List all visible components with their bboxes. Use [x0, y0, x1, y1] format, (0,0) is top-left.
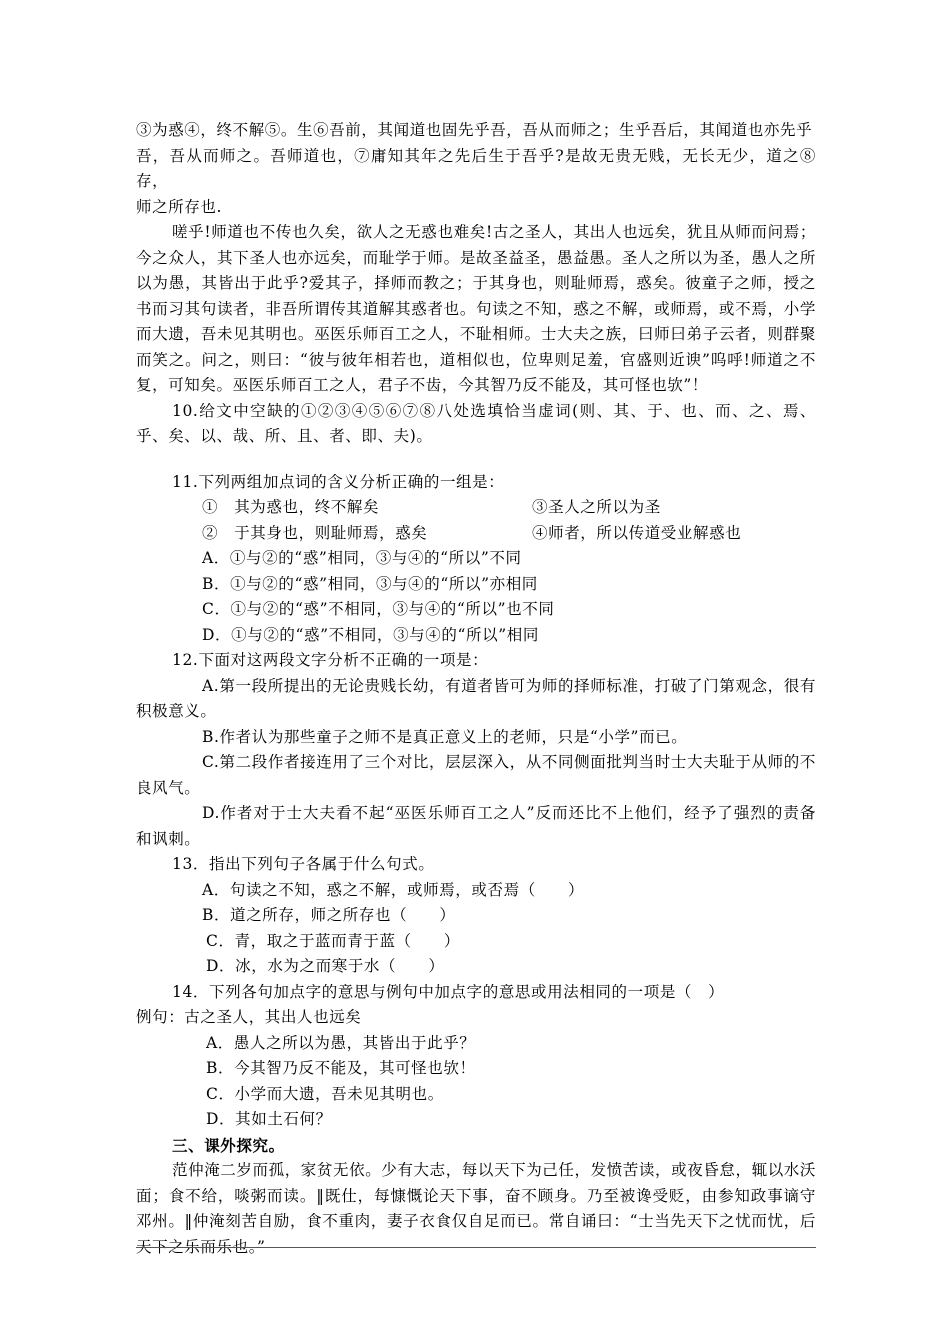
q11-pair-right: ③圣人之所以为圣 — [532, 498, 661, 516]
passage1-line3: 师之所存也. — [136, 197, 223, 216]
q12-option-d: D.作者对于士大夫看不起“巫医乐师百工之人”反而还比不上他们，经予了强烈的责备和讽刺。 — [136, 804, 816, 848]
q12-option-c: C.第二段作者接连用了三个对比，层层深入，从不同侧面批判当时士大夫耻于从师的不良风气。 — [136, 753, 816, 797]
question-13-title: 13．指出下列句子各属于什么句式。 — [172, 855, 435, 873]
passage1-line1: ③为惑④，终不解⑤。生⑥吾前，其闻道也固先乎吾，吾从而师之；生乎吾后，其闻道也亦先乎 — [136, 121, 813, 139]
q13-option-d: D．冰，水为之而寒于水（ ） — [206, 957, 445, 975]
passage1-line2: 吾，吾从而师之。吾师道也，⑦庸知其年之先后生于吾乎?是故无贵无贱，无长无少，道之⑧存， — [136, 146, 816, 190]
section-3-text: 范仲淹二岁而孤，家贫无依。少有大志，每以天下为己任，发愤苦读，或夜昏怠，辄以水沃面；食不给，啖粥而读。‖既仕，每慷慨论天下事，奋不顾身。乃至被谗受贬，由参知政事谪守邓州。‖仲淹刻苦自励，食不重肉，妻子衣食仅自足而已。常自诵曰：“士当先天下之忧而忧，后天下之乐而乐也。” — [136, 1161, 817, 1256]
q11-pair-right: ④师者，所以传道受业解惑也 — [532, 523, 742, 542]
q13-option-b: B．道之所存，师之所存也（ ） — [202, 906, 456, 924]
q12-option-b: B.作者认为那些童子之师不是真正意义上的老师，只是“小学”而已。 — [202, 727, 688, 746]
q11-option-b: B．①与②的“惑”相同，③与④的“所以”亦相同 — [202, 574, 538, 593]
q14-option-c: C．小学而大遗，吾未见其明也。 — [206, 1084, 444, 1103]
section-3-title: 三、课外探究。 — [172, 1135, 285, 1155]
q14-option-d: D．其如土石何？ — [206, 1110, 332, 1128]
q11-pair-row — [136, 521, 816, 547]
q12-option-a: A.第一段所提出的无论贵贱长幼，有道者皆可为师的择师标准，打破了门第观念，很有积极意义。 — [136, 676, 816, 720]
q11-option-c: C．①与②的“惑”不相同，③与④的“所以”也不同 — [202, 600, 555, 618]
q13-option-c: C．青，取之于蓝而青于蓝（ ） — [206, 931, 460, 950]
q11-pair-row — [136, 495, 816, 521]
question-11-title: 11.下列两组加点词的含义分析正确的一组是： — [172, 472, 505, 491]
q14-option-b: B．今其智乃反不能及，其可怪也欤！ — [206, 1059, 476, 1077]
footer-divider — [136, 1247, 816, 1248]
q11-option-d: D．①与②的“惑”不相同，③与④的“所以”相同 — [202, 625, 539, 644]
q13-option-a: A．句读之不知，惑之不解，或师焉，或否焉（ ） — [202, 880, 585, 899]
q14-example: 例句：古之圣人，其出人也远矣 — [136, 1008, 362, 1026]
question-10: 10.给文中空缺的①②③④⑤⑥⑦⑧八处选填恰当虚词(则、其、于、也、而、之、焉、乎、矣、以、哉、所、且、者、即、夫)。 — [136, 401, 816, 445]
question-12-title: 12.下面对这两段文字分析不正确的一项是： — [172, 651, 489, 669]
document-page — [136, 118, 816, 1260]
q11-pair-left: ① 其为惑也，终不解矣 — [202, 498, 380, 516]
q11-option-a: A．①与②的“惑”相同，③与④的“所以”不同 — [202, 549, 522, 567]
passage2: 嗟乎!师道也不传也久矣，欲人之无惑也难矣!古之圣人，其出人也远矣，犹且从师而问焉；今之众人，其下圣人也亦远矣，而耻学于师。是故圣益圣，愚益愚。圣人之所以为圣，愚人之所以为愚，其皆出于此乎?爱其子，择师而教之；于其身也，则耻师焉，惑矣。彼童子之师，授之书而习其句读者，非吾所谓传其道解其惑者也。句读之不知，惑之不解，或师焉，或不焉，小学而大遗，吾未见其明也。巫医乐师百工之人，不耻相师。士大夫之族，曰师曰弟子云者，则群聚而笑之。问之，则曰：“彼与彼年相若也，道相似也，位卑则足羞，官盛则近谀”呜呼!师道之不复，可知矣。巫医乐师百工之人，君子不齿，今其智乃反不能及，其可怪也欤”！ — [136, 223, 816, 394]
question-14-title: 14．下列各句加点字的意思与例句中加点字的意思或用法相同的一项是（ ） — [172, 982, 725, 1001]
q11-pair-left: ② 于其身也，则耻师焉，惑矣 — [202, 523, 428, 542]
q14-option-a: A．愚人之所以为愚，其皆出于此乎？ — [206, 1033, 476, 1052]
